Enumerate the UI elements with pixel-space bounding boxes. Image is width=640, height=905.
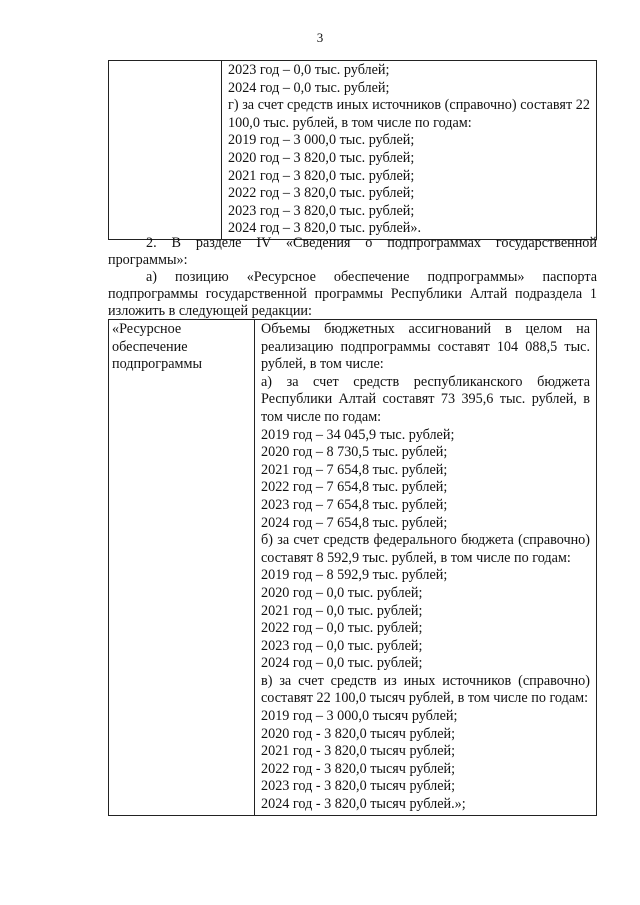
year-line: 2022 год – 0,0 тыс. рублей; [261,620,423,637]
year-line: 2019 год – 34 045,9 тыс. рублей; [261,426,455,443]
year-line: 2023 год – 3 820,0 тыс. рублей; [228,202,415,219]
resource-details-cell [255,320,597,816]
year-line: 2022 год – 3 820,0 тыс. рублей; [228,185,415,202]
year-line: 2019 год – 3 000,0 тыс. рублей; [228,132,415,149]
funding-source-line: в) за счет средств из иных источников (справочно) составят 22 100,0 тысяч рублей, в том числе по годам: [261,672,590,707]
year-line: 2024 год - 3 820,0 тысяч рублей.»; [261,796,466,813]
year-line: 2021 год – 3 820,0 тыс. рублей; [228,167,415,184]
year-line: 2023 год - 3 820,0 тысяч рублей; [261,778,456,795]
year-line: 2022 год - 3 820,0 тысяч рублей; [261,760,456,777]
funding-source-line: а) за счет средств республиканского бюджета Республики Алтай составят 73 395,6 тыс. рублей, в том числе по годам: [261,373,590,425]
amendment-paragraph: а) позицию «Ресурсное обеспечение подпрограммы» паспорта подпрограммы государственной программы Республики Алтай подраздела 1 изложить в следующей редакции: [108,269,597,319]
year-line: 2021 год - 3 820,0 тысяч рублей; [261,743,456,760]
year-line: 2020 год – 3 820,0 тыс. рублей; [228,149,415,166]
funding-source-line: г) за счет средств иных источников (справочно) составят 22 100,0 тыс. рублей, в том числе по годам: [228,97,590,131]
funding-details-cell [222,61,597,240]
page-number: 3 [316,30,324,45]
year-line: 2024 год – 7 654,8 тыс. рублей; [261,514,448,531]
year-line: 2023 год – 0,0 тыс. рублей; [261,637,423,654]
resource-provision-table [108,319,597,816]
funding-source-line: б) за счет средств федерального бюджета (справочно) составят 8 592,9 тыс. рублей, в том числе по годам: [261,532,590,566]
year-line: 2021 год – 7 654,8 тыс. рублей; [261,461,448,478]
year-line: 2022 год – 7 654,8 тыс. рублей; [261,479,448,496]
empty-label-cell [109,61,222,240]
year-line: 2023 год – 0,0 тыс. рублей; [228,62,390,78]
year-line: 2019 год – 8 592,9 тыс. рублей; [261,567,448,584]
year-line: 2021 год – 0,0 тыс. рублей; [261,602,423,619]
resource-label-cell [109,320,255,816]
section-paragraph: 2. В разделе IV «Сведения о подпрограммах государственной программы»: [108,235,597,268]
year-line: 2019 год – 3 000,0 тысяч рублей; [261,708,458,725]
year-line: 2020 год – 0,0 тыс. рублей; [261,584,423,601]
year-line: 2024 год – 0,0 тыс. рублей; [261,655,423,672]
year-line: 2023 год – 7 654,8 тыс. рублей; [261,496,448,513]
year-line: 2024 год – 3 820,0 тыс. рублей». [228,220,421,237]
year-line: 2024 год – 0,0 тыс. рублей; [228,79,390,96]
funding-table-continued [108,60,597,240]
year-line: 2020 год - 3 820,0 тысяч рублей; [261,725,456,742]
total-funding-line: Объемы бюджетных ассигнований в целом на реализацию подпрограммы составят 104 088,5 тыс. рублей, в том числе: [261,321,590,373]
year-line: 2020 год – 8 730,5 тыс. рублей; [261,444,448,461]
resource-label: «Ресурсное обеспечение подпрограммы [112,321,202,373]
